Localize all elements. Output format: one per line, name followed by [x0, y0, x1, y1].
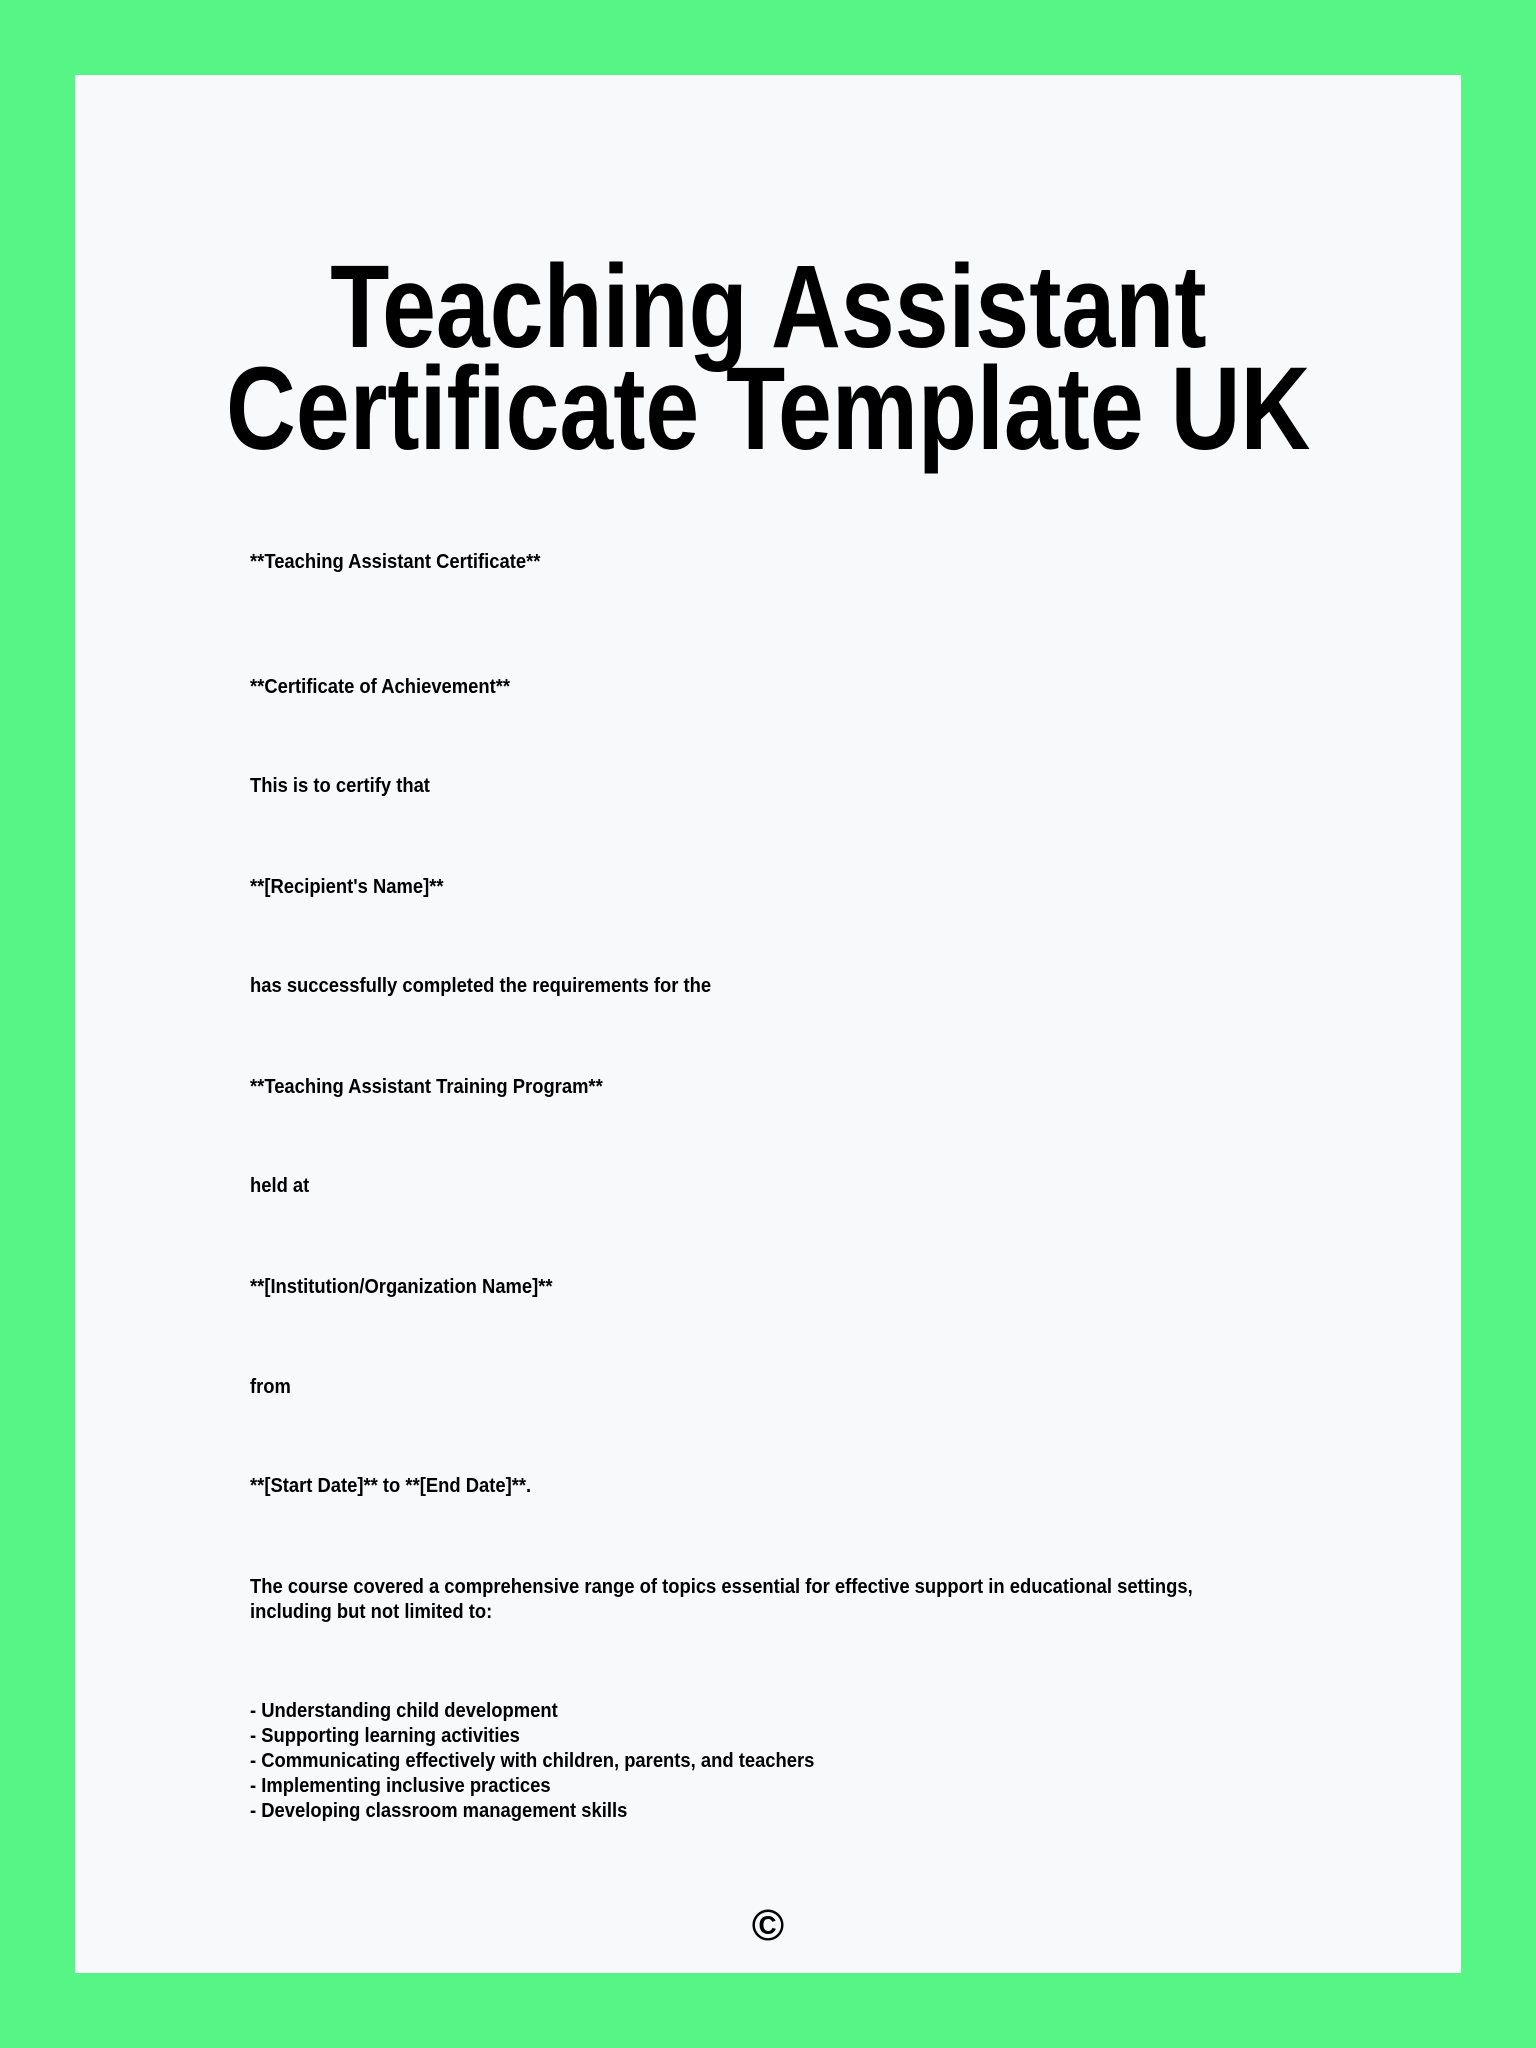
completed-text: has successfully completed the requirements for the	[250, 975, 712, 997]
course-description-line-1: The course covered a comprehensive range of topics essential for effective support in educational settings,	[250, 1576, 1193, 1598]
from-text: from	[250, 1376, 291, 1398]
topic-list-item: - Understanding child development	[250, 1700, 558, 1722]
topic-list-item: - Communicating effectively with children, parents, and teachers	[250, 1750, 815, 1772]
copyright-icon: ©	[751, 1901, 785, 1950]
certify-text: This is to certify that	[250, 775, 430, 797]
held-at-text: held at	[250, 1175, 310, 1197]
certificate-subheading: **Certificate of Achievement**	[250, 676, 511, 698]
program-name: **Teaching Assistant Training Program**	[250, 1076, 603, 1098]
page-title-line-2: Certificate Template UK	[225, 343, 1311, 475]
topic-list-item: - Implementing inclusive practices	[250, 1775, 551, 1797]
certificate-heading: **Teaching Assistant Certificate**	[250, 551, 541, 573]
page-title-line-1: Teaching Assistant	[329, 241, 1207, 373]
topic-list-item: - Supporting learning activities	[250, 1725, 520, 1747]
recipient-name: **[Recipient's Name]**	[250, 876, 444, 898]
institution-name: **[Institution/Organization Name]**	[250, 1276, 553, 1298]
course-description-line-2: including but not limited to:	[250, 1601, 493, 1623]
topic-list-item: - Developing classroom management skills	[250, 1800, 628, 1822]
date-range: **[Start Date]** to **[End Date]**.	[250, 1475, 532, 1497]
